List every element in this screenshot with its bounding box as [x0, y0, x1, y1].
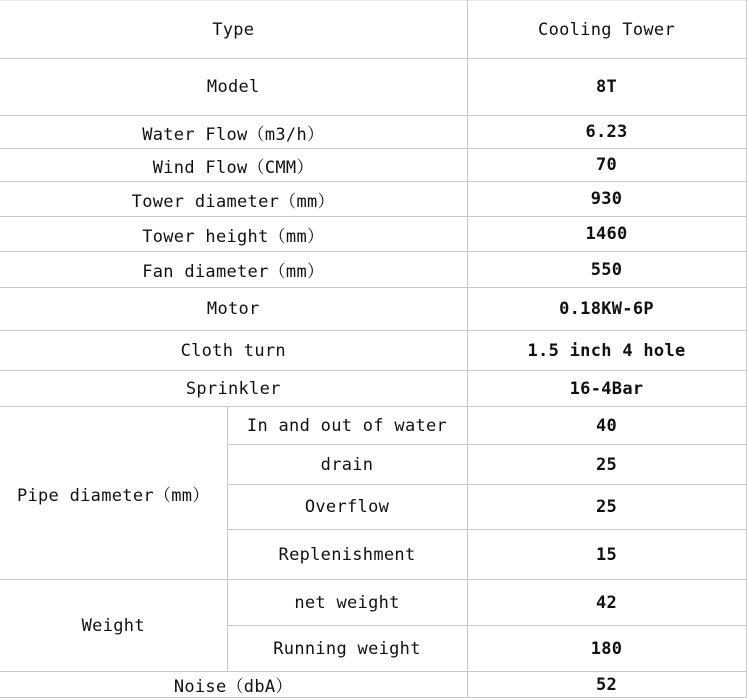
row-label: Wind Flow（CMM） [0, 149, 467, 182]
table-row-sprinkler [0, 371, 746, 407]
type-header: Type [0, 1, 467, 59]
row-value: 25 [467, 445, 746, 485]
row-label: Fan diameter（mm） [0, 252, 467, 288]
row-label: Water Flow（m3/h） [0, 116, 467, 149]
row-value: 70 [467, 149, 746, 182]
sub-row-label: Running weight [227, 626, 467, 672]
table-row-water-flow [0, 116, 746, 149]
pipe-diameter-group-label: Pipe diameter（mm） [0, 407, 227, 580]
row-label: Tower height（mm） [0, 217, 467, 252]
row-value: 930 [467, 182, 746, 217]
row-value: 25 [467, 485, 746, 530]
table-row-pipe-in-out [0, 407, 746, 445]
row-label: Noise（dbA） [0, 672, 467, 698]
row-value: 42 [467, 580, 746, 626]
row-value: 8T [467, 59, 746, 116]
row-label: Tower diameter（mm） [0, 182, 467, 217]
table-row-model [0, 59, 746, 116]
table-row-fan-diameter [0, 252, 746, 288]
sub-row-label: net weight [227, 580, 467, 626]
row-value: 180 [467, 626, 746, 672]
row-value: 40 [467, 407, 746, 445]
table-row-tower-diameter [0, 182, 746, 217]
product-header: Cooling Tower [467, 1, 746, 59]
table-row-tower-height [0, 217, 746, 252]
row-value: 52 [467, 672, 746, 698]
row-value: 1460 [467, 217, 746, 252]
row-label: Motor [0, 288, 467, 331]
table-row-motor [0, 288, 746, 331]
sub-row-label: Overflow [227, 485, 467, 530]
weight-group-label: Weight [0, 580, 227, 672]
sub-row-label: In and out of water [227, 407, 467, 445]
row-label: Cloth turn [0, 331, 467, 371]
table-row-noise [0, 672, 746, 698]
sub-row-label: drain [227, 445, 467, 485]
table-row-wind-flow [0, 149, 746, 182]
row-value: 0.18KW-6P [467, 288, 746, 331]
sub-row-label: Replenishment [227, 530, 467, 580]
row-label: Model [0, 59, 467, 116]
row-label: Sprinkler [0, 371, 467, 407]
table-row-net-weight [0, 580, 746, 626]
row-value: 550 [467, 252, 746, 288]
row-value: 6.23 [467, 116, 746, 149]
row-value: 16-4Bar [467, 371, 746, 407]
row-value: 15 [467, 530, 746, 580]
table-header-row [0, 1, 746, 59]
row-value: 1.5 inch 4 hole [467, 331, 746, 371]
table-row-cloth-turn [0, 331, 746, 371]
